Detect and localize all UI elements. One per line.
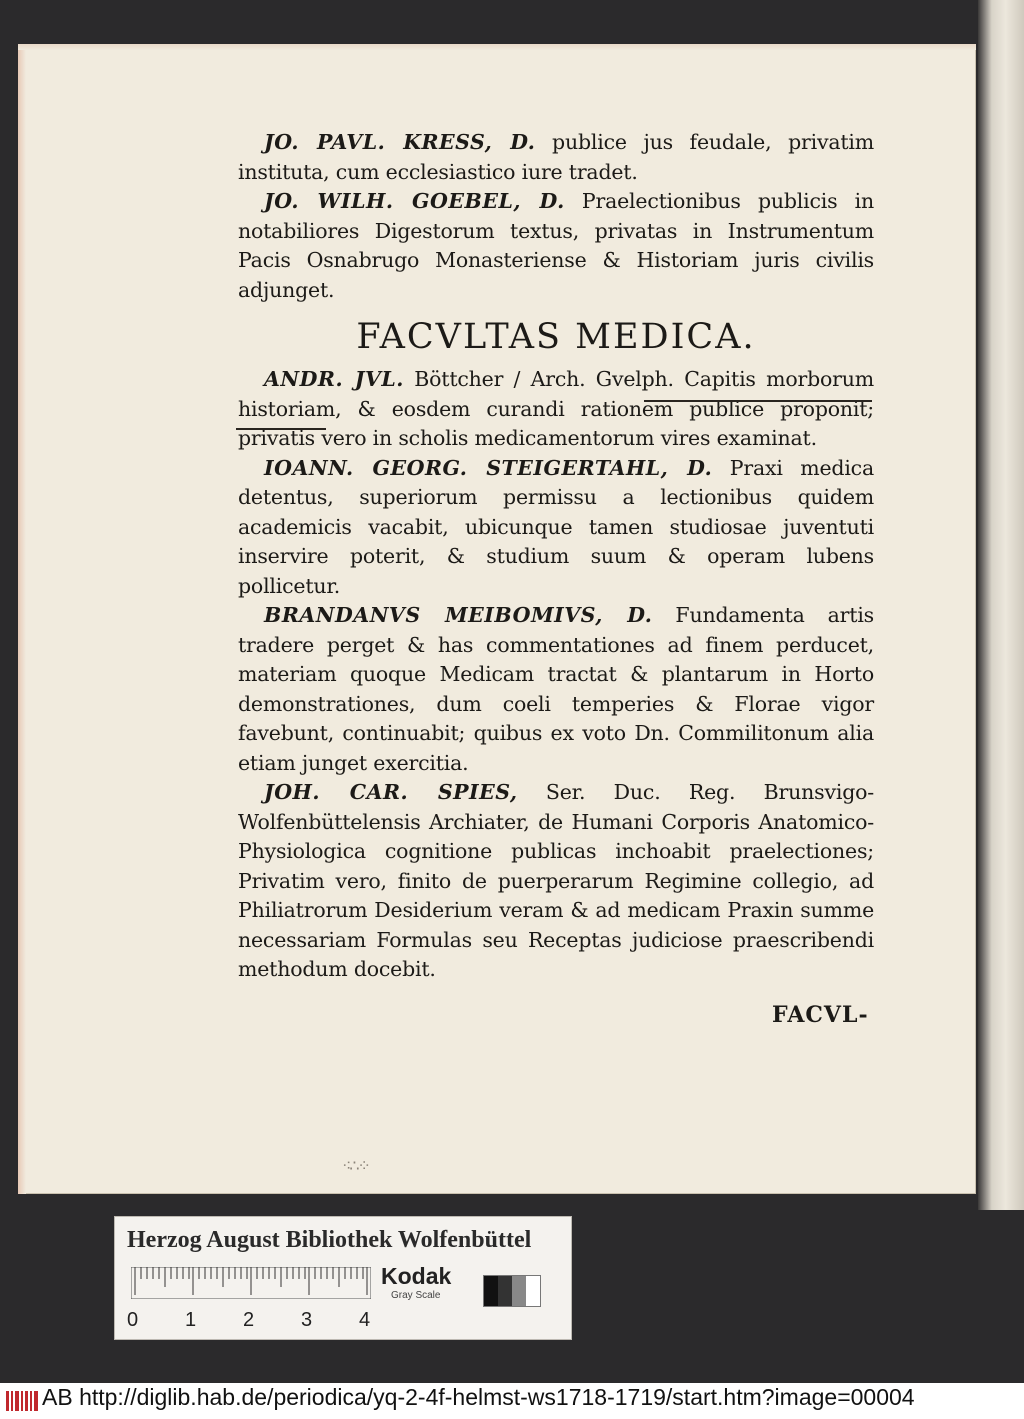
page-edge-left xyxy=(18,44,26,1194)
ruler-number: 2 xyxy=(243,1309,255,1331)
kodak-brand: Kodak xyxy=(381,1263,452,1289)
paragraph-text: Praxi medica detentus, superiorum permissu a lectionibus quidem academicis vacabit, ubicunque tamen studiosae juventuti inservire poterit, & studium suum & operam lubens pollicetur. xyxy=(238,455,874,598)
person-name: JO. PAVL. KRESS, D. xyxy=(264,130,536,154)
ruler-number: 4 xyxy=(359,1309,371,1331)
person-name: ANDR. JVL. xyxy=(264,367,404,391)
ruler-number: 0 xyxy=(127,1309,139,1331)
paragraph-text: publice jus feudale, privatim instituta, cum ecclesiastico iure tradet. xyxy=(238,130,874,184)
ink-underline xyxy=(236,428,326,430)
page-text xyxy=(238,128,874,985)
paragraph-text: Ser. Duc. Reg. Brunsvigo-Wolfenbüttelensis Archiater, de Humani Corporis Anatomico-Physiologica cognitione publicas inchoabit praelectiones; Privatim vero, finito de puerperarum Regimine collegio, ad Philiatrorum Desiderium veram & ad medicam Praxin summe necessariam Formulas seu Receptas judiciose praescribendi methodum docebit. xyxy=(238,780,874,981)
catchword: FACVL- xyxy=(772,1002,869,1028)
paragraph-kress xyxy=(238,128,874,187)
person-name: BRANDANVS MEIBOMIVS, D. xyxy=(264,603,653,627)
person-name: IOANN. GEORG. STEIGERTAHL, D. xyxy=(264,455,713,480)
library-label-card xyxy=(114,1216,572,1340)
ruler-number: 3 xyxy=(301,1309,313,1331)
url-text[interactable]: AB http://diglib.hab.de/periodica/yq-2-4f-helmst-ws1718-1719/start.htm?image=00004 xyxy=(42,1384,915,1410)
ruler-icon xyxy=(131,1267,371,1299)
paragraph-text: Praelectionibus publicis in notabiliores Digestorum textus, privatas in Instrumentum Pacis Osnabrugo Monasteriense & Historiam juris civilis adjunget. xyxy=(238,189,874,302)
ink-underline xyxy=(644,400,872,402)
page-edge-top xyxy=(18,44,976,50)
person-name: JOH. CAR. SPIES, xyxy=(264,780,518,804)
library-name: Herzog August Bibliothek Wolfenbüttel xyxy=(127,1227,532,1253)
facing-page-edge xyxy=(978,0,1024,1210)
gray-scale-label: Gray Scale xyxy=(391,1290,441,1301)
gray-scale-swatches xyxy=(483,1275,541,1307)
paragraph-spies xyxy=(238,778,874,985)
paragraph-text: Fundamenta artis tradere perget & has commentationes ad finem perducet, materiam quoque Medicam tractat & plantarum in Horto demonstrationes, dum coeli temperies & Florae vigor favebunt, continuabit; quibus ex voto Dn. Commilitonum alia etiam junget exercitia. xyxy=(238,603,874,775)
ink-smudge-icon: ⁖∴⁘ xyxy=(342,1156,369,1175)
ruler-numbers xyxy=(125,1309,385,1333)
paragraph-goebel xyxy=(238,187,874,305)
paragraph-boettcher xyxy=(238,365,874,454)
section-heading: FACVLTAS MEDICA. xyxy=(356,317,756,357)
paragraph-steigertahl xyxy=(238,454,874,602)
person-name: JO. WILH. GOEBEL, D. xyxy=(264,189,565,213)
paragraph-meibomius xyxy=(238,601,874,778)
ruler-number: 1 xyxy=(185,1309,197,1331)
barcode-icon xyxy=(6,1389,42,1413)
paragraph-text: Böttcher / Arch. Gvelph. Capitis morborum historiam, & eosdem curandi rationem publice proponit; privatis vero in scholis medicamentorum vires examinat. xyxy=(238,367,874,450)
